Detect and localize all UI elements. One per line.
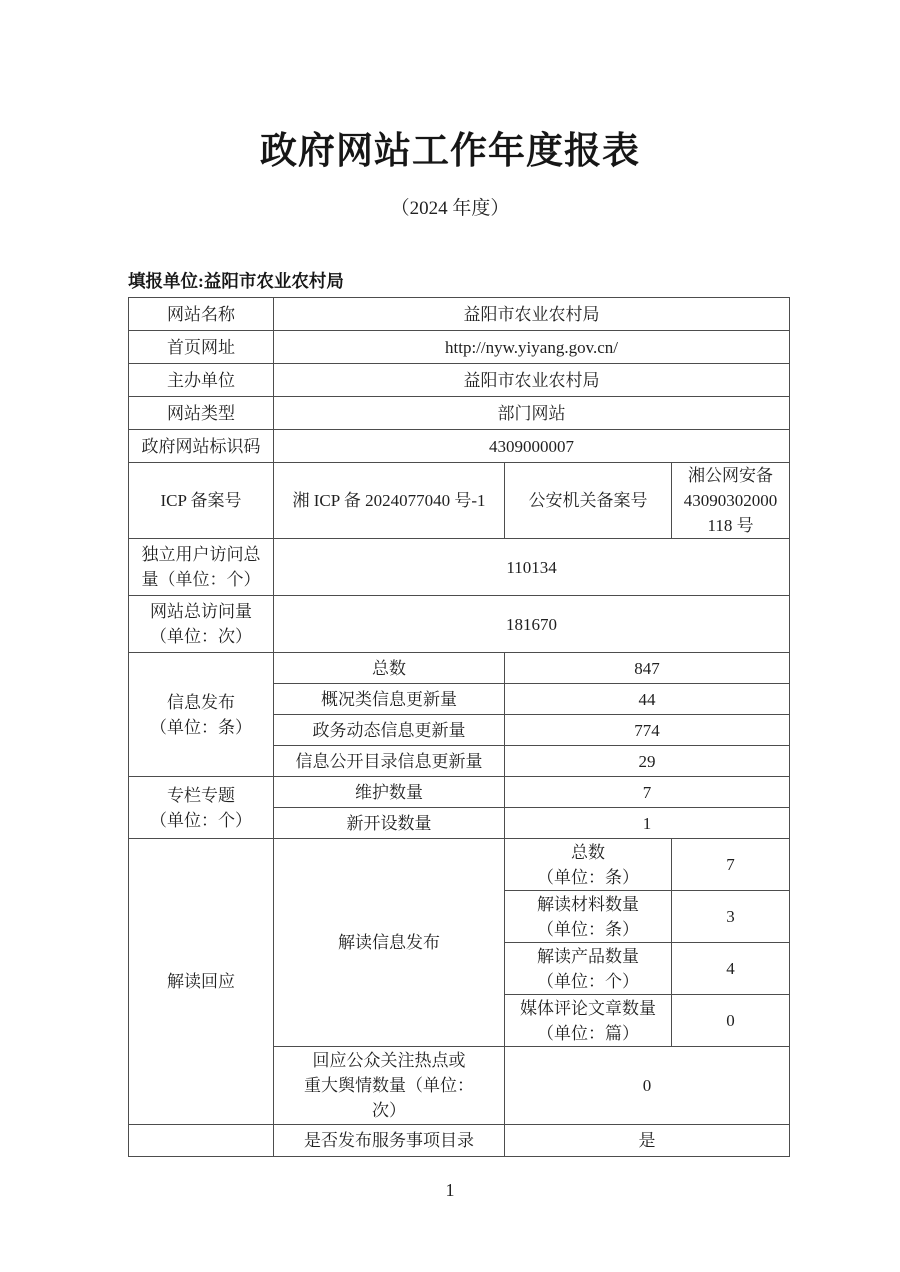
row-label: 解读产品数量 （单位：个） bbox=[505, 943, 672, 995]
row-value: 3 bbox=[672, 891, 790, 943]
row-label: 信息公开目录信息更新量 bbox=[274, 746, 505, 777]
table-row-column-maintained bbox=[129, 777, 790, 808]
row-label: 政务动态信息更新量 bbox=[274, 715, 505, 746]
table-row-unique-visitors bbox=[129, 539, 790, 596]
row-value: 4 bbox=[672, 943, 790, 995]
row-label: 网站名称 bbox=[129, 298, 274, 331]
row-value: 4309000007 bbox=[274, 430, 790, 463]
row-value: 是 bbox=[505, 1125, 790, 1157]
row-value: http://nyw.yiyang.gov.cn/ bbox=[274, 331, 790, 364]
row-label: 解读材料数量 （单位：条） bbox=[505, 891, 672, 943]
icp-label: ICP 备案号 bbox=[129, 463, 274, 539]
empty-cell bbox=[129, 1125, 274, 1157]
row-label: 维护数量 bbox=[274, 777, 505, 808]
row-label: 总数 bbox=[274, 653, 505, 684]
table-row-site-id-code bbox=[129, 430, 790, 463]
row-label: 网站类型 bbox=[129, 397, 274, 430]
table-row-site-name bbox=[129, 298, 790, 331]
row-value: 0 bbox=[505, 1047, 790, 1125]
row-label: 独立用户访问总 量（单位：个） bbox=[129, 539, 274, 596]
row-label: 政府网站标识码 bbox=[129, 430, 274, 463]
row-label: 网站总访问量 （单位：次） bbox=[129, 596, 274, 653]
page-title: 政府网站工作年度报表 bbox=[260, 130, 640, 171]
row-value: 益阳市农业农村局 bbox=[274, 364, 790, 397]
info-section-label: 信息发布 （单位：条） bbox=[129, 653, 274, 777]
row-value: 0 bbox=[672, 995, 790, 1047]
annual-report-table bbox=[128, 297, 790, 1157]
table-row-sponsor-unit bbox=[129, 364, 790, 397]
row-value: 181670 bbox=[274, 596, 790, 653]
row-label: 首页网址 bbox=[129, 331, 274, 364]
row-value: 7 bbox=[505, 777, 790, 808]
column-section-label: 专栏专题 （单位：个） bbox=[129, 777, 274, 839]
table-row-info-total bbox=[129, 653, 790, 684]
page-number: 1 bbox=[445, 1180, 455, 1200]
response-section-label: 解读回应 bbox=[129, 839, 274, 1125]
row-value: 部门网站 bbox=[274, 397, 790, 430]
row-label: 回应公众关注热点或 重大舆情数量（单位： 次） bbox=[274, 1047, 505, 1125]
row-value: 847 bbox=[505, 653, 790, 684]
row-label: 主办单位 bbox=[129, 364, 274, 397]
page-subtitle: （2024 年度） bbox=[390, 198, 510, 219]
row-value: 774 bbox=[505, 715, 790, 746]
row-label: 媒体评论文章数量 （单位：篇） bbox=[505, 995, 672, 1047]
table-row-interpret-total bbox=[129, 839, 790, 891]
row-value: 44 bbox=[505, 684, 790, 715]
reporting-unit-label: 填报单位:益阳市农业农村局 bbox=[128, 271, 344, 291]
row-label: 新开设数量 bbox=[274, 808, 505, 839]
interpret-group-label: 解读信息发布 bbox=[274, 839, 505, 1047]
police-filing-label: 公安机关备案号 bbox=[505, 463, 672, 539]
table-row-icp bbox=[129, 463, 790, 539]
row-label: 是否发布服务事项目录 bbox=[274, 1125, 505, 1157]
row-value: 29 bbox=[505, 746, 790, 777]
table-row-total-visits bbox=[129, 596, 790, 653]
table-row-homepage-url bbox=[129, 331, 790, 364]
row-value: 110134 bbox=[274, 539, 790, 596]
row-value: 1 bbox=[505, 808, 790, 839]
row-label: 总数 （单位：条） bbox=[505, 839, 672, 891]
table-row-site-type bbox=[129, 397, 790, 430]
row-value: 7 bbox=[672, 839, 790, 891]
police-filing-value: 湘公网安备 43090302000 118 号 bbox=[672, 463, 790, 539]
row-label: 概况类信息更新量 bbox=[274, 684, 505, 715]
row-value: 益阳市农业农村局 bbox=[274, 298, 790, 331]
table-row-service-directory bbox=[129, 1125, 790, 1157]
icp-value: 湘 ICP 备 2024077040 号-1 bbox=[274, 463, 505, 539]
